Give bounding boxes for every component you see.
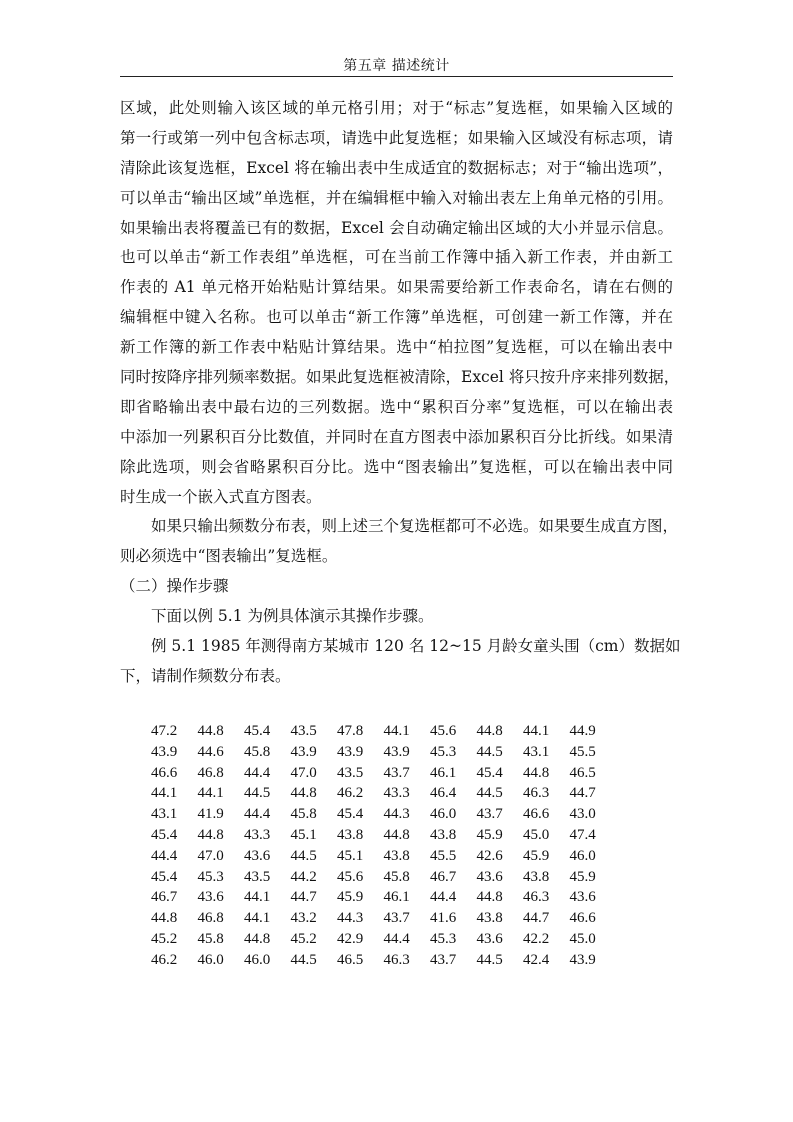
table-cell: 45.9 [476,826,503,843]
table-cell: 45.3 [430,930,457,947]
table-cell: 46.6 [569,910,596,927]
text-line: 第一行或第一列中包含标志项，请选中此复选框；如果输入区域没有标志项，请 [120,128,673,147]
table-cell: 45.4 [244,723,271,739]
text-line: 如果输出表将覆盖已有的数据，Excel 会自动确定输出区域的大小并显示信息。 [120,218,673,237]
table-cell: 46.7 [430,868,457,885]
table-cell: 45.8 [290,806,317,823]
table-cell: 46.0 [569,847,596,864]
text-line: 中添加一列累积百分比数值，并同时在直方图表中添加累积百分比折线。如果清 [120,427,673,446]
table-cell: 45.0 [523,826,550,843]
table-cell: 45.6 [337,868,364,885]
table-cell: 44.7 [290,889,317,906]
table-cell: 46.6 [523,806,550,823]
table-cell: 42.6 [476,847,503,864]
table-cell: 44.5 [244,785,271,802]
table-cell: 44.1 [523,723,550,739]
table-cell: 43.3 [383,785,410,802]
table-row [151,867,616,888]
text-line: 即省略输出表中最右边的三列数据。选中“累积百分率”复选框，可以在输出表 [120,397,673,416]
table-cell: 41.6 [430,910,457,927]
table-cell: 43.8 [523,868,550,885]
table-cell: 43.7 [383,910,410,927]
table-cell: 42.2 [523,930,550,947]
table-cell: 45.9 [337,889,364,906]
table-cell: 46.8 [197,910,224,927]
table-cell: 44.9 [569,723,596,739]
table-cell: 44.8 [476,889,503,906]
table-cell: 42.9 [337,930,364,947]
table-cell: 43.7 [383,764,410,781]
table-cell: 47.2 [151,723,178,739]
table-cell: 45.5 [569,743,596,760]
table-cell: 47.4 [569,826,596,843]
table-cell: 44.4 [244,764,271,781]
table-cell: 45.0 [569,930,596,947]
table-cell: 45.1 [337,847,364,864]
table-cell: 45.1 [290,826,317,843]
table-cell: 44.8 [476,723,503,739]
text-line: 同时按降序排列频率数据。如果此复选框被清除，Excel 将只按升序来排列数据， [120,368,680,387]
table-cell: 44.5 [290,951,317,968]
table-cell: 43.7 [430,951,457,968]
table-cell: 44.4 [244,806,271,823]
text-line: 编辑框中键入名称。也可以单击“新工作簿”单选框，可创建一新工作簿，并在 [120,308,673,327]
table-cell: 46.3 [383,951,410,968]
table-cell: 45.8 [244,743,271,760]
table-cell: 45.4 [151,826,178,843]
table-cell: 45.4 [476,764,503,781]
table-cell: 46.3 [523,889,550,906]
intro-line: 下面以例 5.1 为例具体演示其操作步骤。 [151,607,434,626]
table-cell: 46.3 [523,785,550,802]
table-row [151,721,616,742]
table-cell: 45.3 [197,868,224,885]
table-cell: 44.1 [244,910,271,927]
table-cell: 44.5 [290,847,317,864]
header-rule [120,76,673,77]
table-cell: 45.4 [151,868,178,885]
table-cell: 46.6 [151,764,178,781]
table-row [151,763,616,784]
table-cell: 47.0 [197,847,224,864]
table-cell: 43.5 [337,764,364,781]
table-cell: 46.1 [383,889,410,906]
table-cell: 44.4 [430,889,457,906]
table-cell: 46.4 [430,785,457,802]
table-cell: 44.1 [244,889,271,906]
table-cell: 44.7 [523,910,550,927]
table-cell: 46.7 [151,889,178,906]
table-cell: 44.8 [290,785,317,802]
table-cell: 43.8 [430,826,457,843]
table-cell: 43.6 [476,930,503,947]
table-cell: 44.1 [197,785,224,802]
table-cell: 43.8 [383,847,410,864]
body-text [120,94,681,692]
table-cell: 43.1 [523,743,550,760]
table-cell: 46.0 [197,951,224,968]
table-cell: 44.3 [337,910,364,927]
table-cell: 46.1 [430,764,457,781]
table-cell: 46.5 [569,764,596,781]
table-cell: 44.4 [151,847,178,864]
example-paragraph [120,632,681,692]
table-row [151,950,616,971]
table-cell: 43.6 [476,868,503,885]
table-cell: 43.6 [197,889,224,906]
table-cell: 43.5 [244,868,271,885]
table-cell: 47.0 [290,764,317,781]
table-cell: 41.9 [197,806,224,823]
table-cell: 46.5 [337,951,364,968]
table-cell: 43.2 [290,910,317,927]
text-line: 例 5.1 1985 年测得南方某城市 120 名 12~15 月龄女童头围（cm）数据如 [151,637,681,656]
table-cell: 45.2 [290,930,317,947]
table-cell: 43.7 [476,806,503,823]
text-line: 除此选项，则会省略累积百分比。选中“图表输出”复选框，可以在输出表中同 [120,457,673,476]
table-cell: 43.9 [337,743,364,760]
table-cell: 46.8 [197,764,224,781]
table-cell: 43.3 [244,826,271,843]
table-cell: 43.0 [569,806,596,823]
text-line: 新工作簿的新工作表中粘贴计算结果。选中“柏拉图”复选框，可以在输出表中 [120,338,673,357]
text-line: 下，请制作频数分布表。 [120,666,291,685]
table-cell: 44.5 [476,743,503,760]
text-line: 也可以单击“新工作表组”单选框，可在当前工作簿中插入新工作表，并由新工 [120,248,673,267]
table-cell: 43.9 [290,743,317,760]
text-line: 作表的 A1 单元格开始粘贴计算结果。如果需要给新工作表命名，请在右侧的 [120,278,673,297]
table-cell: 43.6 [244,847,271,864]
table-cell: 42.4 [523,951,550,968]
paragraph-options-description [120,94,680,512]
table-cell: 45.2 [151,930,178,947]
table-cell: 43.1 [151,806,178,823]
table-cell: 43.8 [337,826,364,843]
table-cell: 44.5 [476,785,503,802]
table-cell: 44.1 [383,723,410,739]
table-row [151,846,616,867]
table-row [151,804,616,825]
table-cell: 44.8 [383,826,410,843]
head-circumference-data-table [151,721,616,971]
table-cell: 46.2 [337,785,364,802]
table-row [151,908,616,929]
table-row [151,783,616,804]
text-line: 区域，此处则输入该区域的单元格引用；对于“标志”复选框，如果输入区域的 [120,99,673,117]
table-row [151,825,616,846]
table-cell: 45.6 [430,723,457,739]
section-heading: （二）操作步骤 [120,577,229,596]
table-cell: 44.7 [569,785,596,802]
table-cell: 46.0 [244,951,271,968]
table-cell: 43.9 [383,743,410,760]
table-cell: 45.9 [569,868,596,885]
table-cell: 44.8 [151,910,178,927]
table-cell: 45.4 [337,806,364,823]
table-cell: 43.6 [569,889,596,906]
table-cell: 44.2 [290,868,317,885]
text-line: 时生成一个嵌入式直方图表。 [120,487,322,506]
table-cell: 44.6 [197,743,224,760]
table-row [151,929,616,950]
table-cell: 44.8 [523,764,550,781]
page-header-title: 第五章 描述统计 [343,58,450,74]
table-cell: 47.8 [337,723,364,739]
table-cell: 44.4 [383,930,410,947]
text-line: 可以单击“输出区域”单选框，并在编辑框中输入对输出表左上角单元格的引用。 [120,188,673,207]
text-line: 清除此该复选框，Excel 将在输出表中生成适宜的数据标志；对于“输出选项”， [120,158,673,177]
table-cell: 44.8 [244,930,271,947]
table-row [151,887,616,908]
table-cell: 43.9 [151,743,178,760]
paragraph-histogram-note [120,512,679,572]
table-cell: 43.5 [290,723,317,739]
text-line: 如果只输出频数分布表，则上述三个复选框都可不必选。如果要生成直方图， [151,517,679,536]
table-cell: 46.2 [151,951,178,968]
table-cell: 44.1 [151,785,178,802]
table-cell: 45.8 [383,868,410,885]
text-line: 则必须选中“图表输出”复选框。 [120,547,338,566]
table-cell: 44.8 [197,826,224,843]
table-cell: 44.5 [476,951,503,968]
table-cell: 43.9 [569,951,596,968]
table-cell: 44.3 [383,806,410,823]
table-row [151,742,616,763]
table-cell: 44.8 [197,723,224,739]
table-cell: 43.8 [476,910,503,927]
table-cell: 46.0 [430,806,457,823]
table-cell: 45.8 [197,930,224,947]
table-cell: 45.3 [430,743,457,760]
table-cell: 45.9 [523,847,550,864]
table-cell: 45.5 [430,847,457,864]
